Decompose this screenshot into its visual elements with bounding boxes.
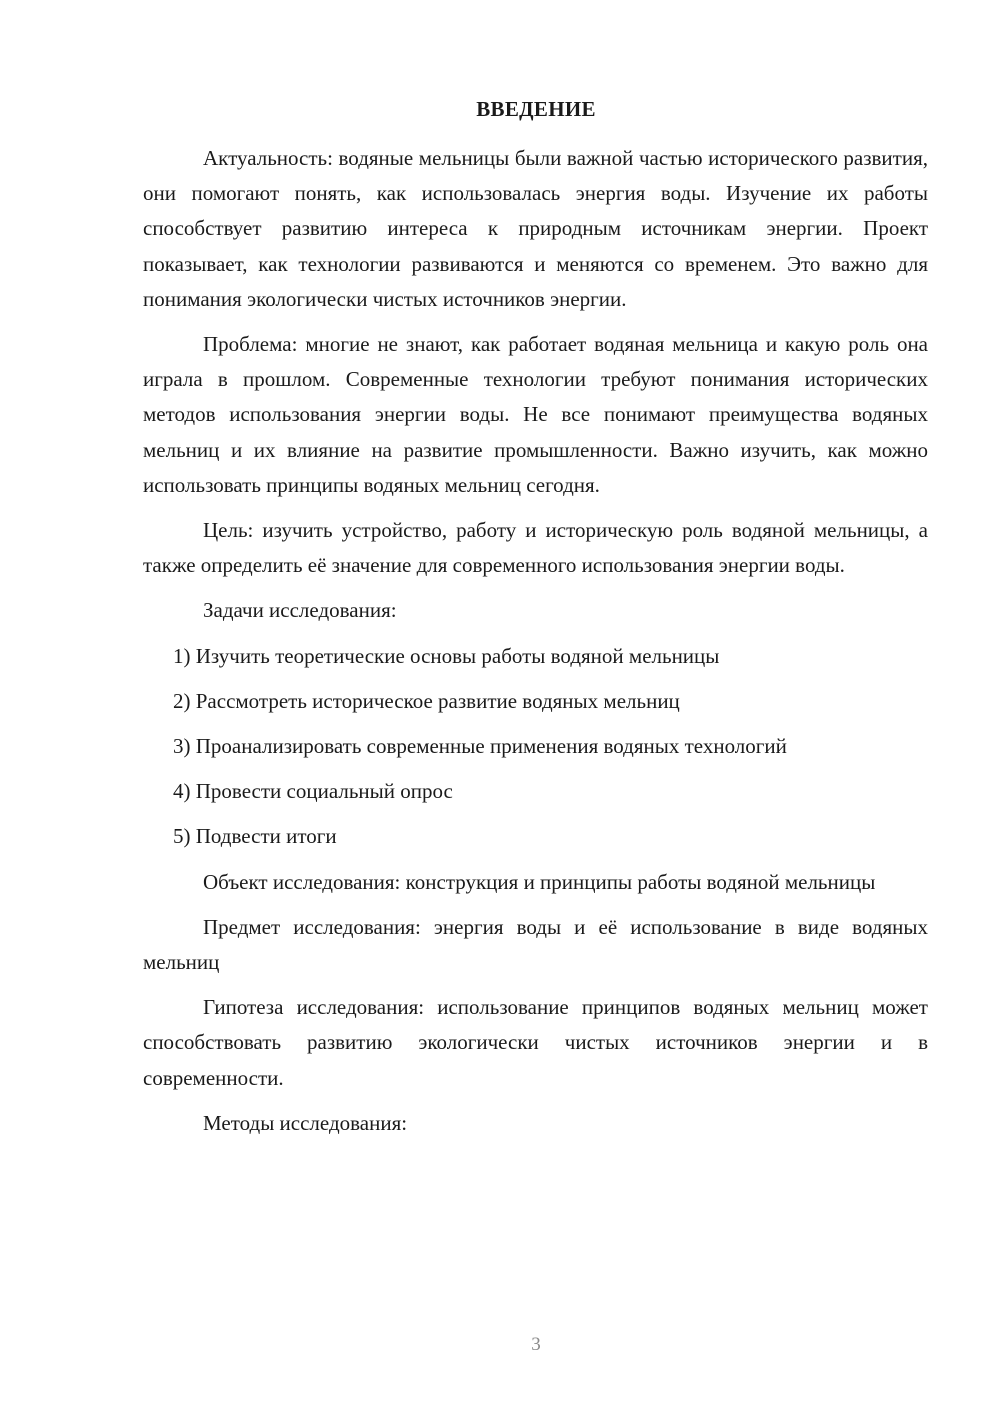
paragraph-object: Объект исследования: конструкция и принципы работы водяной мельницы: [203, 869, 876, 894]
list-item: 4) Провести социальный опрос: [173, 779, 453, 804]
list-item: 3) Проанализировать современные применения водяных технологий: [173, 734, 787, 759]
paragraph-subject: Предмет исследования: энергия воды и её использование в виде водяных мельниц: [143, 914, 928, 975]
page-number: 3: [531, 1334, 541, 1355]
list-item: 5) Подвести итоги: [173, 824, 337, 849]
tasks-list: [143, 639, 928, 855]
paragraph-hypothesis: Гипотеза исследования: использование принципов водяных мельниц может способствовать развитию экологически чистых источников энергии и в современности.: [143, 995, 928, 1090]
paragraph-problem: Проблема: многие не знают, как работает водяная мельница и какую роль она играла в прошлом. Современные технологии требуют понимания исторических методов использования энергии воды. Не все понимают преимущества водяных мельниц и их влияние на развитие промышленности. Важно изучить, как можно использовать принципы водяных мельниц сегодня.: [143, 332, 928, 497]
methods-heading: Методы исследования:: [203, 1110, 408, 1135]
list-item: 2) Рассмотреть историческое развитие водяных мельниц: [173, 688, 680, 713]
document-body: [143, 141, 928, 1151]
page-title: ВВЕДЕНИЕ: [476, 97, 596, 121]
paragraph-goal: Цель: изучить устройство, работу и историческую роль водяной мельницы, а также определить её значение для современного использования энергии воды.: [143, 518, 928, 578]
list-item: 1) Изучить теоретические основы работы водяной мельницы: [173, 643, 720, 668]
paragraph-relevance: Актуальность: водяные мельницы были важной частью исторического развития, они помогают понять, как использовалась энергия воды. Изучение их работы способствует развитию интереса к природным источникам энергии. Проект показывает, как технологии развиваются и меняются со временем. Это важно для понимания экологически чистых источников энергии.: [143, 146, 928, 311]
tasks-heading: Задачи исследования:: [203, 598, 397, 623]
